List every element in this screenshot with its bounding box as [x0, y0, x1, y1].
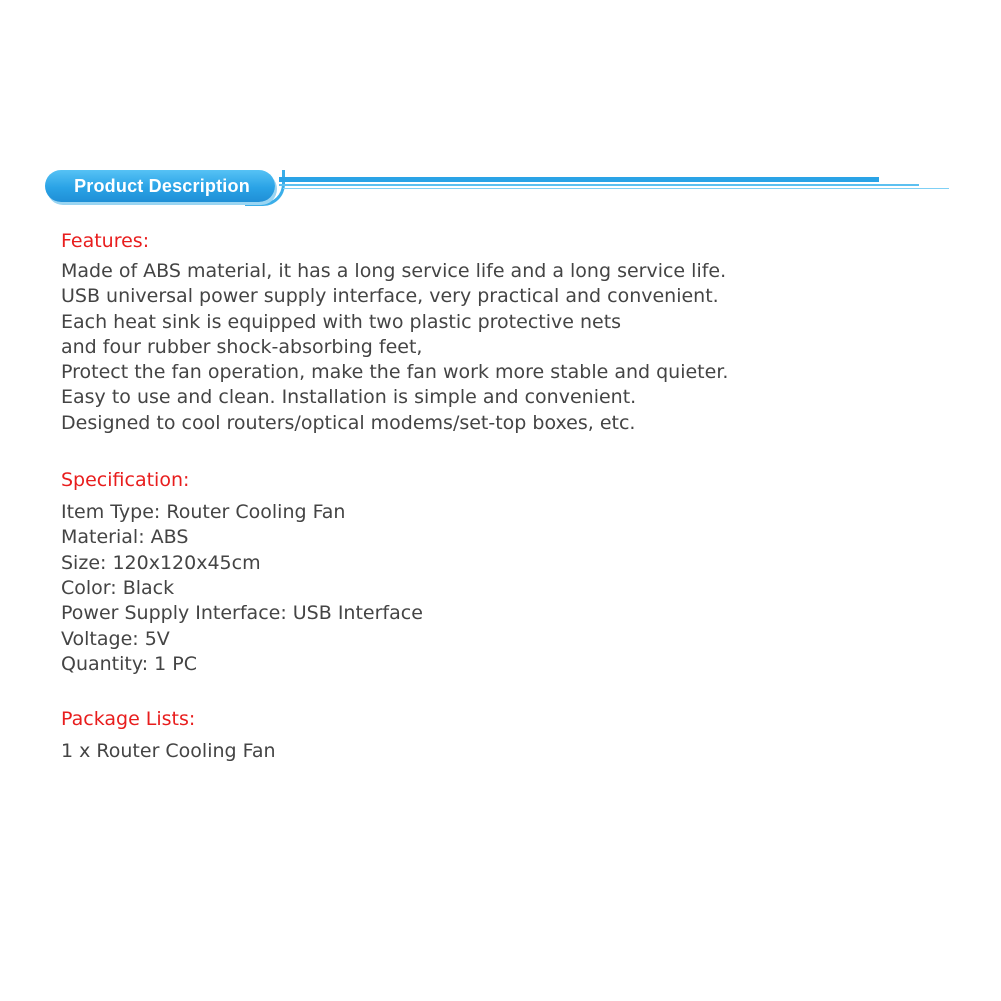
banner-label: Product Description — [74, 175, 250, 196]
spec-quantity: Quantity: 1 PC — [61, 652, 198, 675]
spec-size: Size: 120x120x45cm — [61, 551, 261, 574]
package-section — [61, 707, 961, 764]
spec-item-type: Item Type: Router Cooling Fan — [61, 501, 346, 524]
package-item: 1 x Router Cooling Fan — [61, 740, 276, 763]
features-section — [61, 229, 961, 436]
banner-rule-hairline — [283, 188, 949, 189]
features-line: Easy to use and clean. Installation is simple and convenient. — [61, 386, 637, 409]
spec-material: Material: ABS — [61, 526, 189, 549]
banner-rule-thin — [279, 184, 919, 186]
specification-title: Specification: — [61, 469, 190, 492]
banner-rule-thick — [279, 177, 879, 182]
features-line: USB universal power supply interface, very practical and convenient. — [61, 285, 719, 308]
features-line: Made of ABS material, it has a long service life and a long service life. — [61, 260, 727, 282]
features-line: Each heat sink is equipped with two plastic protective nets — [61, 310, 622, 333]
features-line: and four rubber shock-absorbing feet, — [61, 335, 423, 358]
features-line: Protect the fan operation, make the fan work more stable and quieter. — [61, 361, 729, 384]
description-content — [61, 229, 961, 764]
specification-list — [61, 500, 961, 677]
features-list — [61, 259, 961, 436]
features-line: Designed to cool routers/optical modems/set-top boxes, etc. — [61, 411, 636, 434]
package-list — [61, 739, 961, 764]
product-description-banner — [45, 166, 955, 210]
features-title: Features: — [61, 230, 150, 252]
spec-voltage: Voltage: 5V — [61, 627, 170, 650]
product-description-pill — [45, 170, 275, 202]
spec-power-interface: Power Supply Interface: USB Interface — [61, 602, 423, 625]
spec-color: Color: Black — [61, 576, 175, 599]
specification-section — [61, 468, 961, 677]
package-title: Package Lists: — [61, 708, 196, 731]
